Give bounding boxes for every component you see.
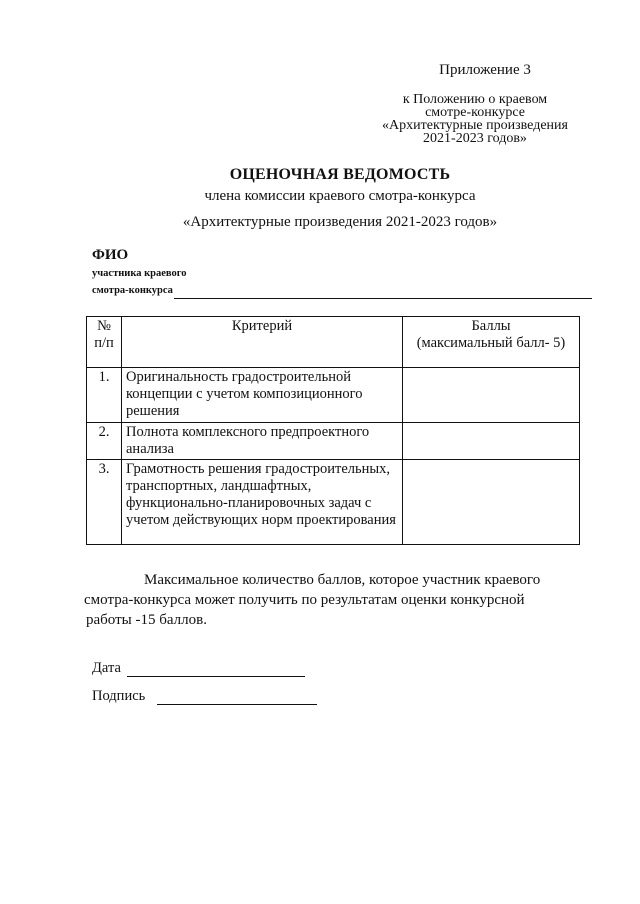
date-input-line[interactable] bbox=[127, 662, 305, 677]
header-number bbox=[87, 317, 122, 368]
note-line: смотра-конкурса может получить по результатам оценки конкурсной bbox=[84, 592, 525, 608]
table-row bbox=[87, 460, 580, 545]
row-criterion: Грамотность решения градостроительных, транспортных, ландшафтных, функционально-планировочных задач с учетом действующих норм проектирования bbox=[122, 460, 403, 545]
date-label: Дата bbox=[92, 660, 121, 676]
signature-input-line[interactable] bbox=[157, 690, 317, 705]
max-score-note bbox=[84, 570, 564, 630]
appendix-title: Приложение 3 bbox=[439, 62, 531, 78]
row-score-cell[interactable] bbox=[403, 368, 580, 423]
header-score bbox=[403, 317, 580, 368]
table-row bbox=[87, 368, 580, 423]
participant-fio-section bbox=[92, 245, 592, 299]
fio-input-line[interactable] bbox=[174, 286, 592, 299]
fio-sublabel-contest: смотра-конкурса bbox=[92, 285, 173, 296]
fio-label: ФИО bbox=[92, 247, 129, 263]
document-subtitle-contest: «Архитектурные произведения 2021-2023 годов» bbox=[182, 214, 498, 230]
table-header-row bbox=[87, 317, 580, 368]
appendix-line: «Архитектурные произведения bbox=[382, 118, 568, 133]
criteria-table bbox=[86, 316, 580, 545]
appendix-reference bbox=[360, 64, 590, 145]
document-title: ОЦЕНОЧНАЯ ВЕДОМОСТЬ bbox=[229, 166, 451, 183]
table-row bbox=[87, 423, 580, 460]
date-row bbox=[92, 660, 305, 677]
row-criterion: Полнота комплексного предпроектного анализа bbox=[122, 423, 403, 460]
row-number: 3. bbox=[87, 460, 122, 545]
header-number-abbr: п/п bbox=[94, 335, 114, 351]
document-header bbox=[150, 165, 530, 233]
appendix-line: 2021-2023 годов» bbox=[423, 131, 527, 146]
appendix-line: к Положению о краевом bbox=[402, 92, 548, 107]
row-score-cell[interactable] bbox=[403, 460, 580, 545]
fio-sublabel: участника краевого bbox=[92, 268, 187, 279]
appendix-line: смотре-конкурсе bbox=[425, 105, 525, 120]
row-number: 1. bbox=[87, 368, 122, 423]
row-criterion: Оригинальность градостроительной концепции с учетом композиционного решения bbox=[122, 368, 403, 423]
header-criterion: Критерий bbox=[122, 317, 403, 368]
row-number: 2. bbox=[87, 423, 122, 460]
header-number-symbol: № bbox=[97, 318, 111, 334]
signature-label: Подпись bbox=[92, 688, 146, 704]
header-score-title: Баллы bbox=[471, 318, 511, 334]
document-subtitle: члена комиссии краевого смотра-конкурса bbox=[204, 188, 476, 204]
note-line: работы -15 баллов. bbox=[86, 612, 207, 628]
header-score-max: (максимальный балл- 5) bbox=[416, 335, 566, 351]
signature-row bbox=[92, 688, 317, 705]
note-line: Максимальное количество баллов, которое участник краевого bbox=[144, 572, 541, 588]
row-score-cell[interactable] bbox=[403, 423, 580, 460]
